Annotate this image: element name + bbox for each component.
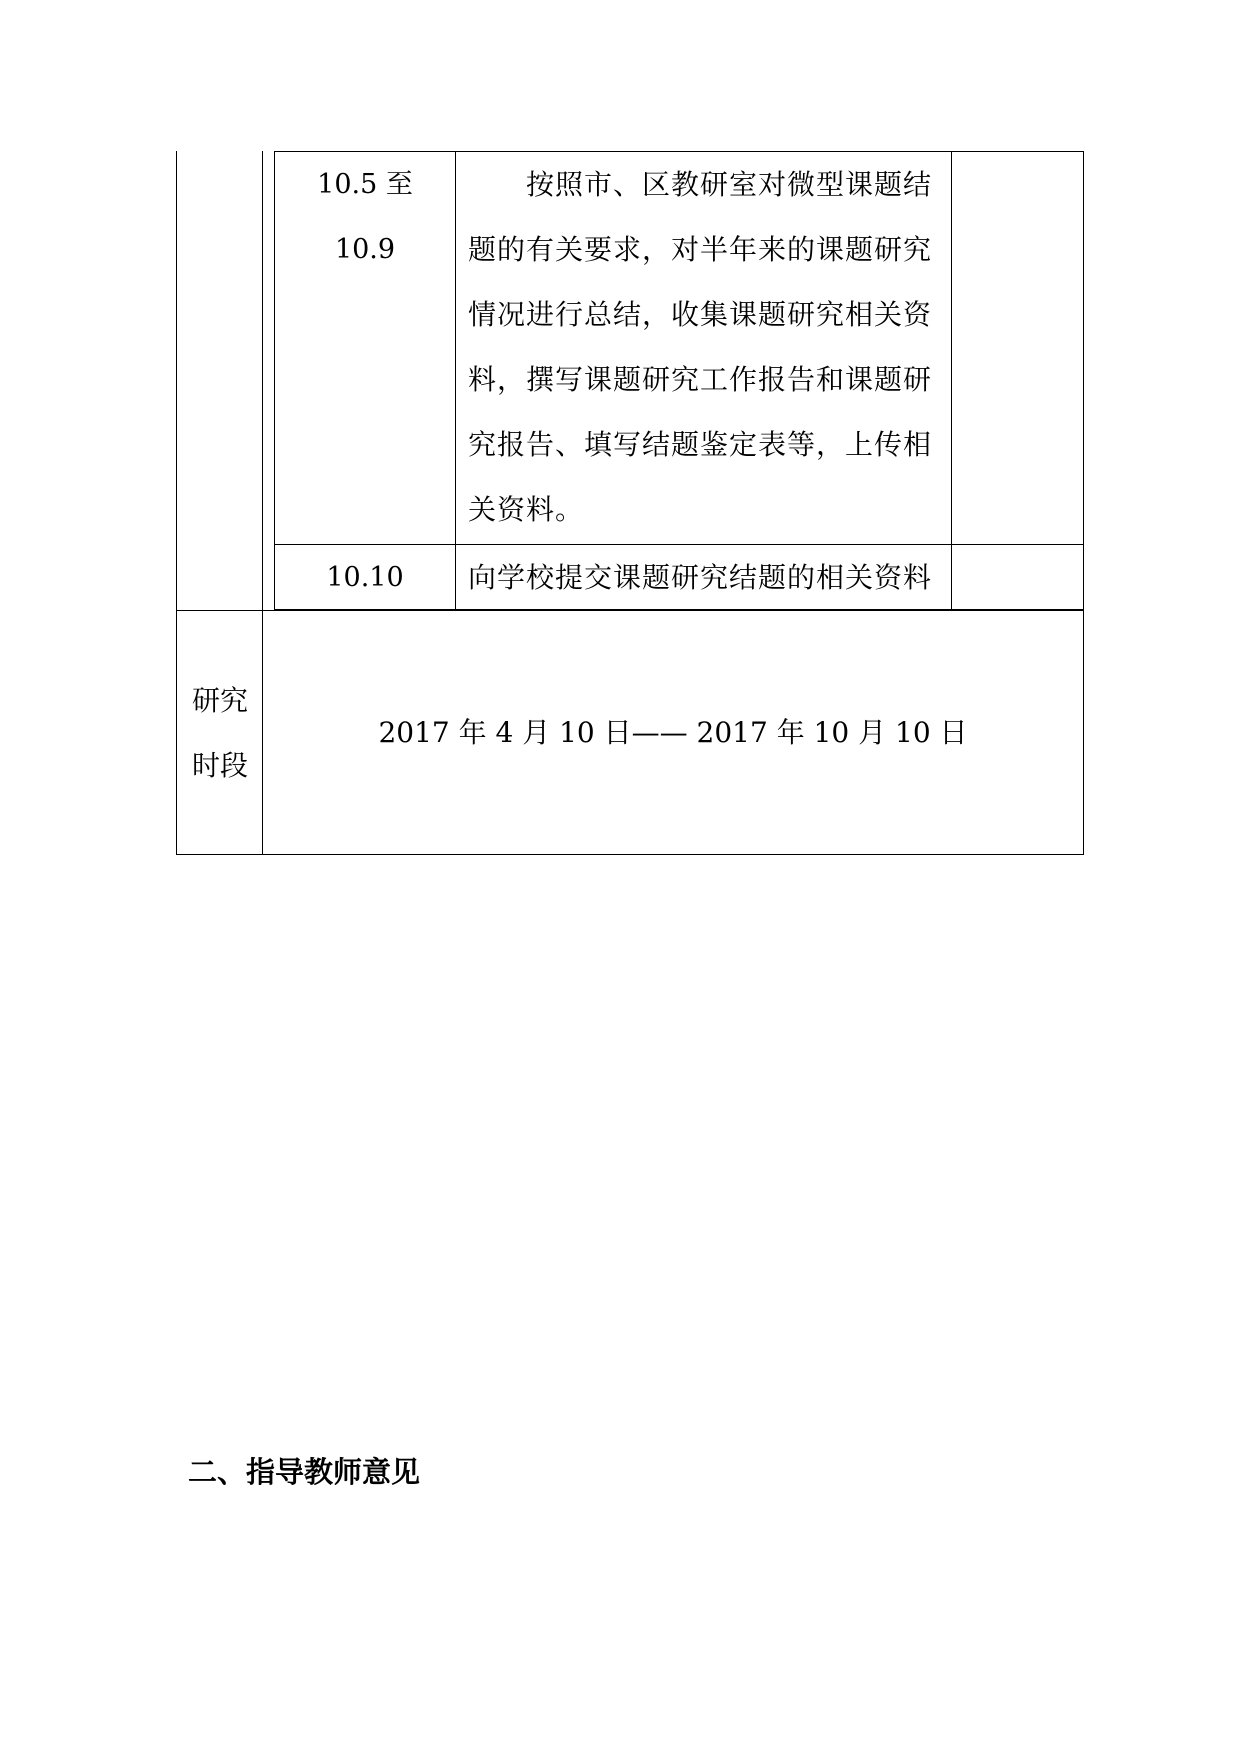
date-line: 10.9 <box>334 234 396 265</box>
section-heading: 二、指导教师意见 <box>188 1455 421 1489</box>
table-border-bottom <box>176 854 1084 855</box>
table-border-right <box>1083 151 1084 855</box>
content-line: 情况进行总结，收集课题研究相关资 <box>468 298 933 331</box>
table-border-left <box>176 151 177 855</box>
row-date <box>276 152 454 282</box>
row-content: 向学校提交课题研究结题的相关资料 <box>468 561 933 594</box>
label-line: 时段 <box>191 749 248 782</box>
research-period-label <box>178 668 262 798</box>
label-line: 研究 <box>191 684 248 717</box>
content-line: 究报告、填写结题鉴定表等，上传相 <box>468 428 933 461</box>
content-line: 题的有关要求，对半年来的课题研究 <box>468 233 933 266</box>
row-date: 10.10 <box>326 562 404 593</box>
nested-col-divider-remark <box>951 151 952 611</box>
content-line: 关资料。 <box>468 493 585 526</box>
research-period-value: 2017 年 4 月 10 日—— 2017 年 10 月 10 日 <box>378 716 968 749</box>
row-content <box>468 152 942 542</box>
content-line: 按照市、区教研室对微型课题结 <box>526 168 933 201</box>
content-line: 料，撰写课题研究工作报告和课题研 <box>468 363 933 396</box>
nested-border-left <box>274 151 275 611</box>
table-divider-period <box>176 610 1084 611</box>
nested-col-divider-date <box>455 151 456 611</box>
date-line: 10.5 至 <box>317 169 413 200</box>
